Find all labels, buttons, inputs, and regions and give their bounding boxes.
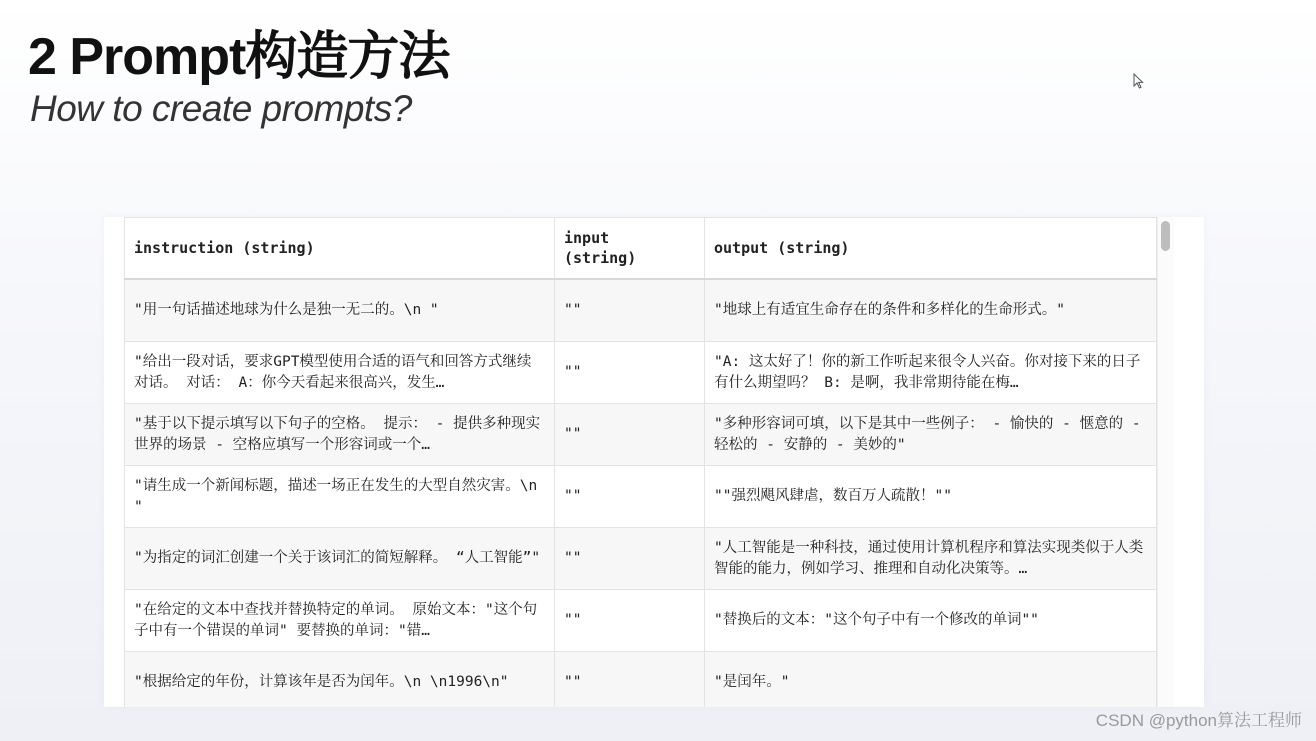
watermark: CSDN @python算法工程师 (1095, 711, 1302, 730)
cell-text: "" (564, 612, 582, 628)
cell-text: "用一句话描述地球为什么是独一无二的。\n " (134, 302, 439, 318)
instruction-cell (125, 466, 555, 528)
cell-text: "在给定的文本中查找并替换特定的单词。 原始文本："这个句子中有一个错误的单词" 要替换的单词："错… (134, 601, 538, 639)
dataset-table (124, 217, 1157, 707)
cell-text: "根据给定的年份，计算该年是否为闰年。\n \n1996\n" (134, 674, 509, 690)
arrow-cursor-icon (1133, 73, 1143, 87)
instruction-cell (125, 404, 555, 466)
scrollbar-thumb[interactable] (1161, 221, 1170, 251)
column-header-label: instruction (string) (134, 239, 315, 257)
cell-text: "" (564, 488, 582, 504)
output-cell (705, 342, 1157, 404)
slide-subtitle: How to create prompts? (30, 88, 412, 129)
table-scrollbar[interactable] (1157, 217, 1174, 707)
cell-text: "替换后的文本："这个句子中有一个修改的单词"" (714, 612, 1039, 628)
cell-text: "为指定的词汇创建一个关于该词汇的简短解释。 “人工智能”" (134, 550, 541, 566)
input-cell (555, 466, 705, 528)
table-row[interactable] (125, 528, 1157, 590)
slide-title: 2 Prompt构造方法 (28, 28, 450, 86)
cell-text: "基于以下提示填写以下句子的空格。 提示： - 提供多种现实世界的场景 - 空格应填写一个形容词或一个… (134, 415, 541, 453)
column-header-label: output (string) (714, 239, 850, 257)
table-row[interactable] (125, 652, 1157, 708)
cell-text: "" (564, 364, 582, 380)
output-cell (705, 528, 1157, 590)
cell-text: "" (564, 302, 582, 318)
cell-text: ""强烈飓风肆虐，数百万人疏散！"" (714, 488, 952, 504)
output-cell (705, 279, 1157, 342)
input-cell (555, 342, 705, 404)
input-cell (555, 652, 705, 708)
table-row[interactable] (125, 590, 1157, 652)
cell-text: "" (564, 426, 582, 442)
column-header-input[interactable] (555, 218, 705, 280)
input-cell (555, 279, 705, 342)
table-row[interactable] (125, 466, 1157, 528)
cell-text: "多种形容词可填，以下是其中一些例子： - 愉快的 - 惬意的 - 轻松的 - 安静的 - 美妙的" (714, 415, 1141, 453)
instruction-cell (125, 590, 555, 652)
cell-text: "" (564, 550, 582, 566)
instruction-cell (125, 279, 555, 342)
cell-text: "是闰年。" (714, 674, 790, 690)
input-cell (555, 404, 705, 466)
cell-text: "地球上有适宜生命存在的条件和多样化的生命形式。" (714, 302, 1065, 318)
table-row[interactable] (125, 279, 1157, 342)
table-row[interactable] (125, 404, 1157, 466)
output-cell (705, 466, 1157, 528)
input-cell (555, 528, 705, 590)
cell-text: "给出一段对话，要求GPT模型使用合适的语气和回答方式继续对话。 对话： A：你今天看起来很高兴，发生… (134, 353, 532, 391)
instruction-cell (125, 342, 555, 404)
input-cell (555, 590, 705, 652)
table-header-row (125, 218, 1157, 280)
output-cell (705, 652, 1157, 708)
dataset-table-panel (104, 217, 1204, 707)
instruction-cell (125, 652, 555, 708)
cell-text: "请生成一个新闻标题，描述一场正在发生的大型自然灾害。\n " (134, 477, 538, 515)
cell-text: "" (564, 674, 582, 690)
column-header-instruction[interactable] (125, 218, 555, 280)
output-cell (705, 404, 1157, 466)
cell-text: "人工智能是一种科技，通过使用计算机程序和算法实现类似于人类智能的能力，例如学习、推理和自动化决策等。… (714, 539, 1144, 577)
cell-text: "A: 这太好了！你的新工作听起来很令人兴奋。你对接下来的日子有什么期望吗？ B: 是啊，我非常期待能在梅… (714, 353, 1141, 391)
column-header-label: input (564, 229, 610, 247)
table-row[interactable] (125, 342, 1157, 404)
instruction-cell (125, 528, 555, 590)
column-header-label: (string) (564, 249, 637, 267)
column-header-output[interactable] (705, 218, 1157, 280)
output-cell (705, 590, 1157, 652)
